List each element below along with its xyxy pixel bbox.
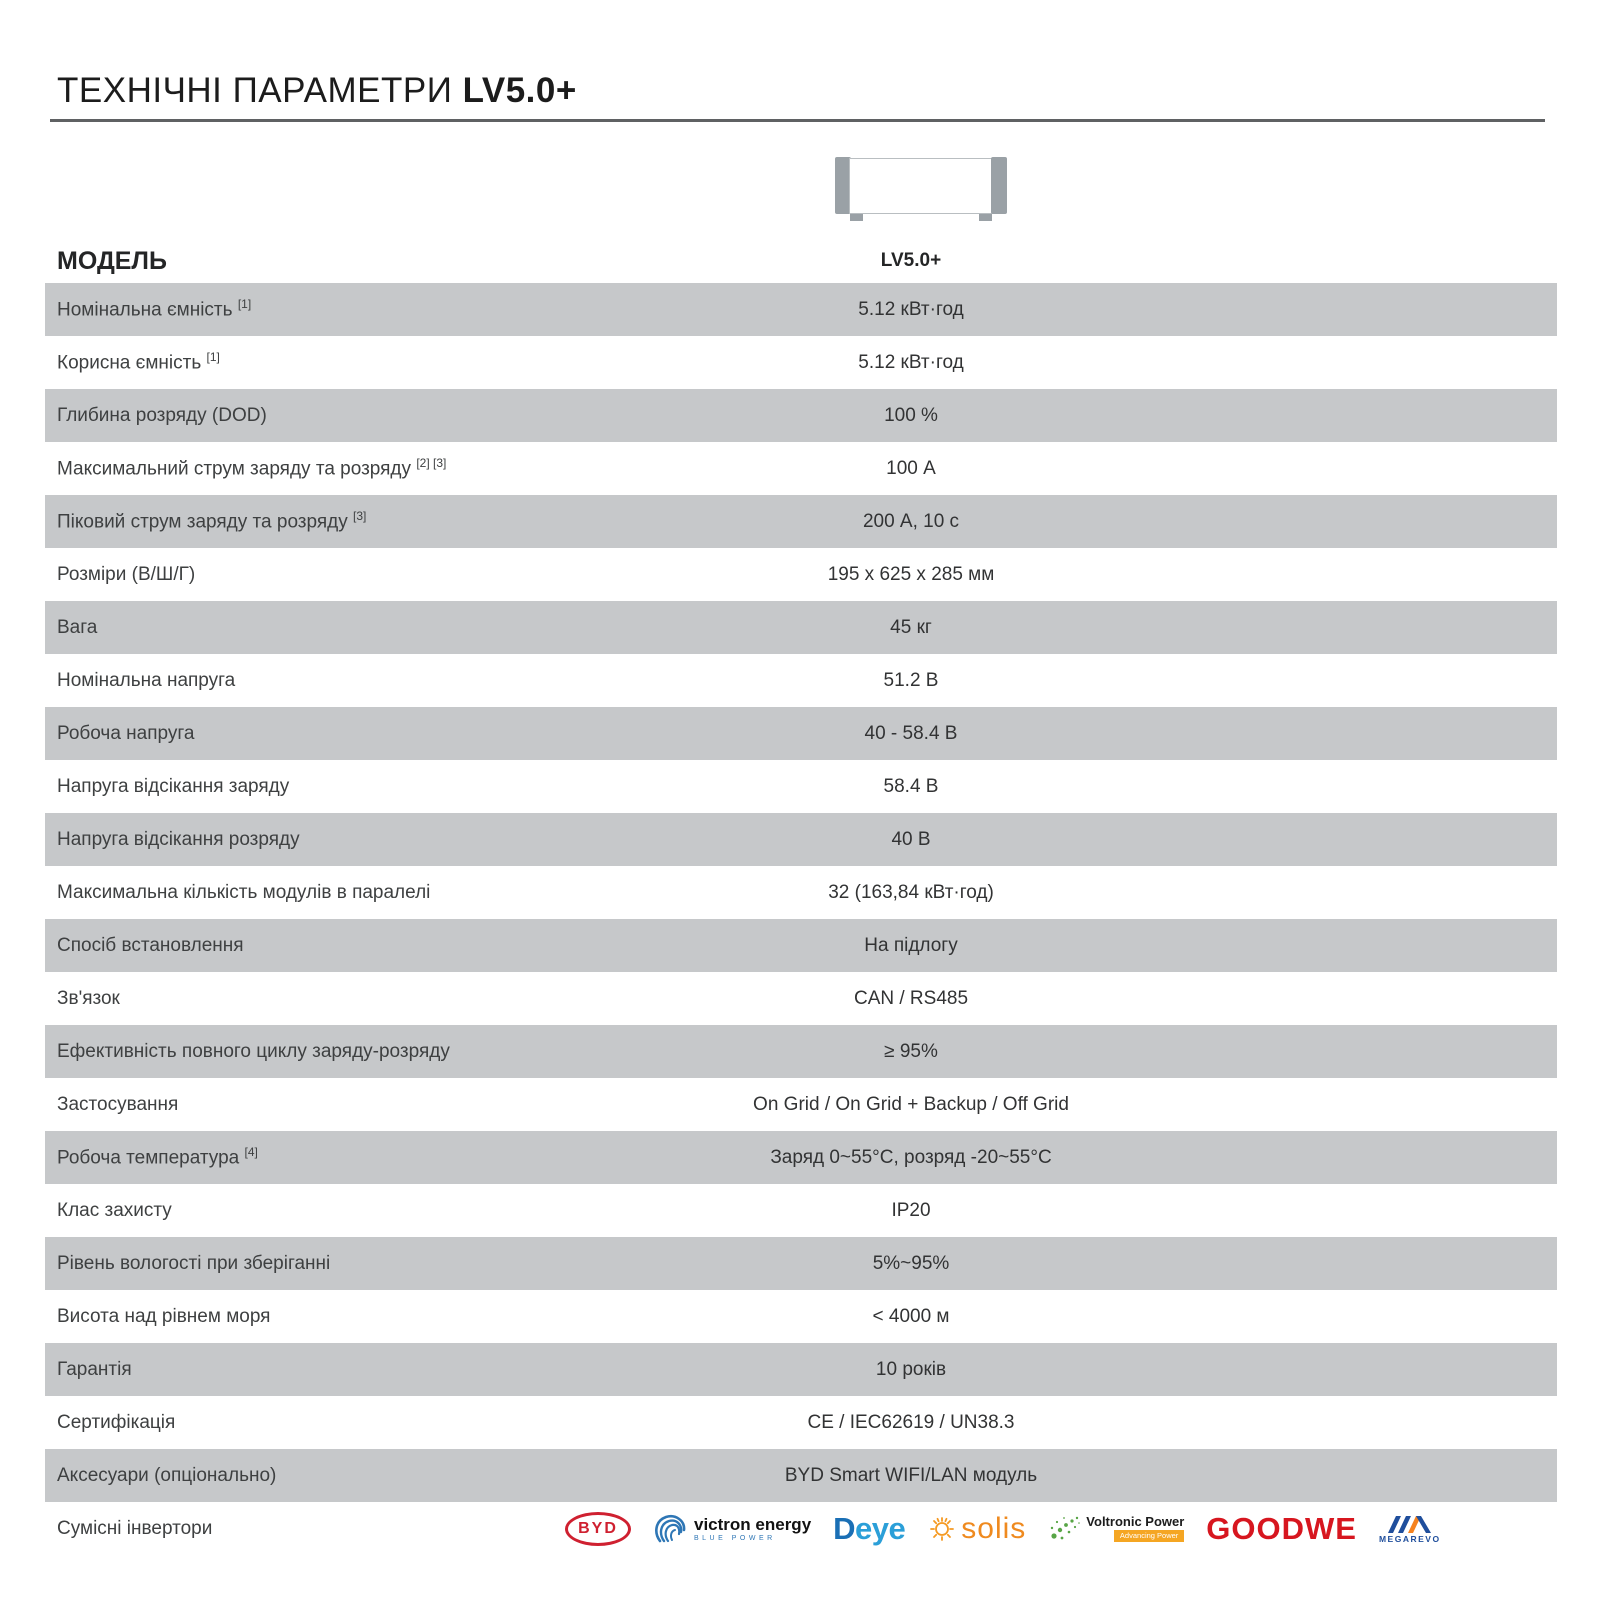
spec-value: 40 В xyxy=(891,828,931,850)
table-header xyxy=(45,240,1557,282)
spec-value: 5%~95% xyxy=(872,1252,950,1274)
solis-sun-icon xyxy=(927,1514,957,1544)
table-row xyxy=(45,1131,1557,1184)
table-row xyxy=(45,495,1557,548)
voltronic-logo-text: Voltronic Power xyxy=(1086,1514,1185,1530)
spec-label: Максимальна кількість модулів в паралелі xyxy=(57,881,431,903)
spec-value: IP20 xyxy=(891,1199,931,1221)
page-title-model: LV5.0+ xyxy=(462,71,577,111)
table-row xyxy=(45,1025,1557,1078)
spec-value: 40 - 58.4 В xyxy=(864,722,958,744)
table-row xyxy=(45,1449,1557,1502)
spec-label: Сумісні інвертори xyxy=(57,1517,213,1539)
spec-value: ≥ 95% xyxy=(884,1040,938,1062)
spec-label: Розміри (В/Ш/Г) xyxy=(57,563,196,585)
spec-value: CE / IEC62619 / UN38.3 xyxy=(807,1411,1015,1433)
table-row xyxy=(45,1396,1557,1449)
victron-text-block xyxy=(694,1516,811,1542)
spec-label: Номінальна напруга xyxy=(57,669,236,691)
megarevo-m-icon xyxy=(1387,1514,1433,1534)
table-row xyxy=(45,1290,1557,1343)
spec-label: Напруга відсікання заряду xyxy=(57,775,290,797)
table-row xyxy=(45,1343,1557,1396)
victron-logo-text: victron energy xyxy=(694,1514,812,1534)
table-row xyxy=(45,866,1557,919)
table-row xyxy=(45,760,1557,813)
page-title xyxy=(57,71,577,111)
table-row xyxy=(45,283,1557,336)
spec-label: Корисна ємність [1] xyxy=(57,350,220,374)
victron-swirl-icon xyxy=(653,1513,689,1545)
goodwe-logo-text: GOODWE xyxy=(1206,1510,1357,1546)
model-header-value: LV5.0+ xyxy=(880,250,942,271)
table-row xyxy=(45,813,1557,866)
battery-foot-right xyxy=(979,214,992,221)
page-title-regular: ТЕХНІЧНІ ПАРАМЕТРИ xyxy=(57,71,453,111)
spec-label: Глибина розряду (DOD) xyxy=(57,404,267,426)
megarevo-logo xyxy=(1379,1514,1441,1544)
victron-logo xyxy=(653,1513,811,1545)
spec-label: Спосіб встановлення xyxy=(57,934,244,956)
spec-value: Заряд 0~55°C, розряд -20~55°C xyxy=(770,1146,1052,1168)
spec-value: 58.4 В xyxy=(883,775,939,797)
table-row xyxy=(45,654,1557,707)
spec-label: Висота над рівнем моря xyxy=(57,1305,271,1327)
byd-logo xyxy=(565,1512,631,1546)
spec-value: 32 (163,84 кВт·год) xyxy=(828,881,994,903)
table-row xyxy=(45,336,1557,389)
inverter-logos xyxy=(565,1502,1441,1555)
spec-rows xyxy=(45,283,1557,1502)
title-divider xyxy=(50,119,1545,122)
table-row xyxy=(45,972,1557,1025)
victron-tagline: BLUE POWER xyxy=(694,1534,776,1542)
spec-label: Піковий струм заряду та розряду [3] xyxy=(57,509,367,533)
spec-label: Застосування xyxy=(57,1093,179,1115)
table-row-inverters xyxy=(45,1502,1557,1555)
spec-value: 5.12 кВт·год xyxy=(858,298,964,320)
spec-value: CAN / RS485 xyxy=(853,987,969,1009)
spec-value: 100 % xyxy=(884,404,938,426)
spec-value: BYD Smart WIFI/LAN модуль xyxy=(784,1464,1038,1486)
battery-body xyxy=(849,158,993,214)
spec-label: Номінальна ємність [1] xyxy=(57,297,252,321)
spec-label: Гарантія xyxy=(57,1358,132,1380)
table-row xyxy=(45,1237,1557,1290)
spec-value: 195 x 625 x 285 мм xyxy=(827,563,995,585)
spec-value: 10 років xyxy=(875,1358,947,1380)
spec-value: < 4000 м xyxy=(872,1305,950,1327)
megarevo-logo-text: MEGAREVO xyxy=(1378,1533,1441,1544)
solis-logo xyxy=(927,1512,1026,1546)
spec-value: On Grid / On Grid + Backup / Off Grid xyxy=(753,1093,1069,1115)
spec-value: На підлогу xyxy=(864,934,958,956)
table-row xyxy=(45,1078,1557,1131)
spec-label: Аксесуари (опціонально) xyxy=(57,1464,277,1486)
table-row xyxy=(45,601,1557,654)
byd-oval-icon xyxy=(565,1512,631,1546)
spec-label: Рівень вологості при зберіганні xyxy=(57,1252,331,1274)
voltronic-text-block xyxy=(1086,1515,1184,1542)
spec-value: 45 кг xyxy=(890,616,932,638)
table-row xyxy=(45,389,1557,442)
table-row xyxy=(45,919,1557,972)
solis-logo-text: solis xyxy=(961,1511,1027,1545)
deye-logo-d: D xyxy=(833,1510,856,1546)
spec-label: Зв'язок xyxy=(57,987,120,1009)
voltronic-tagline: Advancing Power xyxy=(1114,1530,1184,1542)
goodwe-logo xyxy=(1206,1511,1357,1547)
spec-value: 100 А xyxy=(886,457,936,479)
table-row xyxy=(45,548,1557,601)
spec-table xyxy=(45,283,1557,1555)
spec-label: Сертифікація xyxy=(57,1411,176,1433)
table-row xyxy=(45,442,1557,495)
spec-label: Максимальний струм заряду та розряду [2] [3] xyxy=(57,456,447,480)
product-image xyxy=(835,157,1007,225)
spec-label: Напруга відсікання розряду xyxy=(57,828,300,850)
spec-label: Вага xyxy=(57,616,98,638)
table-row xyxy=(45,1184,1557,1237)
voltronic-dots-icon xyxy=(1048,1514,1082,1544)
spec-label: Робоча температура [4] xyxy=(57,1145,258,1169)
byd-logo-text: BYD xyxy=(578,1519,618,1537)
deye-logo xyxy=(833,1511,905,1547)
deye-logo-text: eye xyxy=(855,1510,906,1546)
spec-value: 51.2 В xyxy=(883,669,939,691)
spec-label: Робоча напруга xyxy=(57,722,195,744)
spec-value: 200 А, 10 с xyxy=(862,510,960,532)
model-header-label: МОДЕЛЬ xyxy=(57,246,167,275)
table-row xyxy=(45,707,1557,760)
voltronic-logo xyxy=(1048,1514,1184,1544)
spec-label: Ефективність повного циклу заряду-розряду xyxy=(57,1040,450,1062)
spec-value: 5.12 кВт·год xyxy=(858,351,964,373)
battery-foot-left xyxy=(850,214,863,221)
battery-right-cap xyxy=(991,157,1007,214)
spec-label: Клас захисту xyxy=(57,1199,172,1221)
